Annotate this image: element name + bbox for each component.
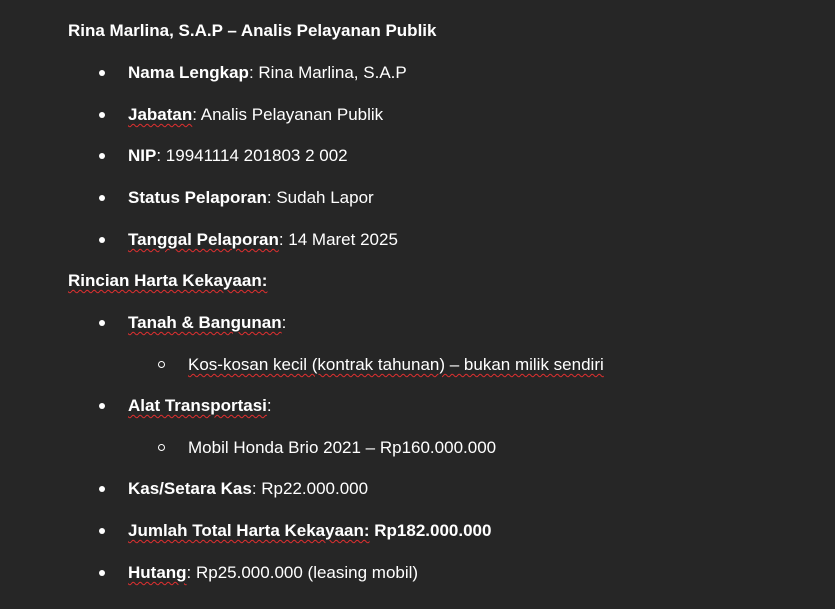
rincian-heading [68,270,267,292]
bullet-icon [99,153,105,159]
list-item-nip [128,145,348,167]
nip-value: : 19941114 201803 2 002 [156,146,348,165]
kas-label: Kas/Setara Kas [128,479,252,498]
tanggal-label: Tanggal Pelaporan [128,230,279,249]
list-item-tanah [128,312,286,334]
tanah-label: Tanah & Bangunan [128,313,282,332]
list-item-nama [128,62,407,84]
sub-item-transport-detail [188,437,496,459]
transport-label: Alat Transportasi [128,396,267,415]
list-item-hutang [128,562,418,584]
bullet-icon [99,486,105,492]
list-item-jabatan [128,104,383,126]
bullet-icon [99,320,105,326]
list-item-kas [128,478,368,500]
status-value: : Sudah Lapor [266,188,374,207]
total-label: Jumlah Total Harta Kekayaan: [128,521,370,540]
list-item-tanggal [128,229,398,251]
jabatan-label: Jabatan [128,105,193,124]
rincian-heading-text: Rincian Harta Kekayaan: [68,271,268,290]
tanah-colon: : [281,313,287,332]
sub-bullet-icon [158,361,165,368]
transport-colon: : [266,396,272,415]
tanggal-value: : 14 Maret 2025 [278,230,398,249]
nama-value: : Rina Marlina, S.A.P [248,63,407,82]
list-item-status [128,187,374,209]
tanah-detail: Kos-kosan kecil (kontrak tahunan) – bukan milik sendiri [188,355,604,374]
bullet-icon [99,403,105,409]
list-item-transport [128,395,272,417]
nama-label: Nama Lengkap [128,63,249,82]
transport-detail: Mobil Honda Brio 2021 – Rp160.000.000 [188,438,497,457]
kas-value: : Rp22.000.000 [251,479,369,498]
bullet-icon [99,570,105,576]
status-label: Status Pelaporan [128,188,267,207]
hutang-label: Hutang [128,563,187,582]
document-heading [68,20,436,42]
bullet-icon [99,195,105,201]
bullet-icon [99,237,105,243]
nip-label: NIP [128,146,157,165]
jabatan-value: : Analis Pelayanan Publik [192,105,384,124]
heading-text: Rina Marlina, S.A.P – Analis Pelayanan Publik [68,21,437,40]
sub-item-tanah-detail [188,354,604,376]
hutang-value: : Rp25.000.000 (leasing mobil) [186,563,419,582]
bullet-icon [99,112,105,118]
sub-bullet-icon [158,444,165,451]
bullet-icon [99,70,105,76]
list-item-total [128,520,491,542]
total-value: Rp182.000.000 [369,521,492,540]
bullet-icon [99,528,105,534]
